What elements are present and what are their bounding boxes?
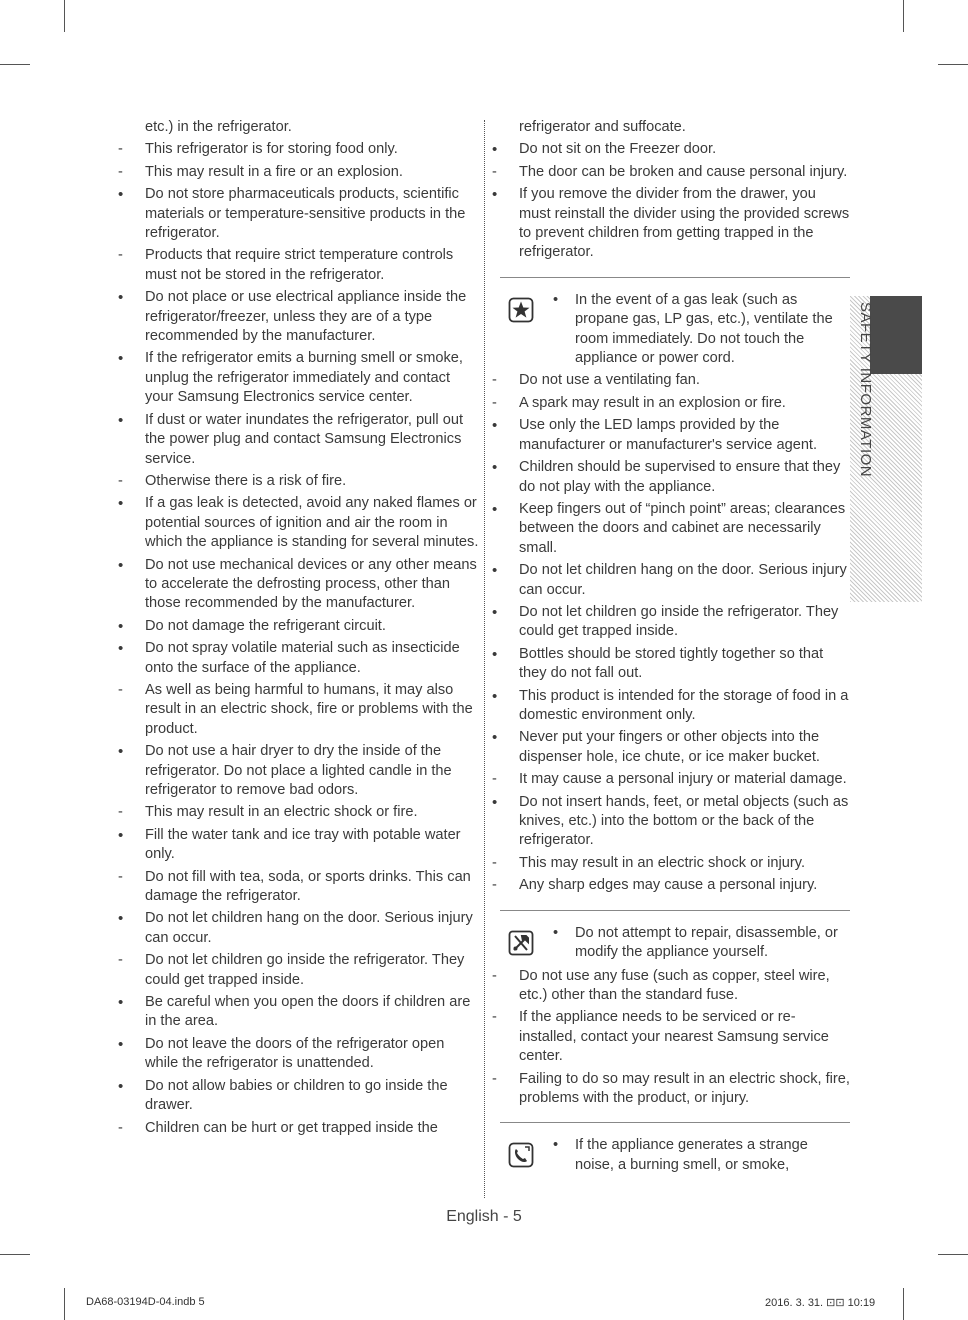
list-item-text: A spark may result in an explosion or fire. bbox=[519, 394, 786, 411]
list-item bbox=[118, 1077, 480, 1116]
bullet-marker: • bbox=[492, 186, 498, 204]
list-item bbox=[492, 458, 850, 497]
list-item-text: Do not place or use electrical appliance inside the refrigerator/freezer, unless they are of a type recommended by the manufacturer. bbox=[145, 289, 467, 345]
list-item-text: Children can be hurt or get trapped inside the bbox=[145, 1119, 438, 1136]
crop-mark bbox=[903, 1288, 904, 1320]
list-item bbox=[118, 868, 480, 907]
list-item bbox=[118, 681, 480, 739]
list-item-text: Do not insert hands, feet, or metal objects (such as knives, etc.) into the bottom or the back of the refrigerator. bbox=[519, 793, 849, 849]
list-item-text: This may result in a fire or an explosion. bbox=[145, 163, 403, 180]
dash-marker: - bbox=[118, 868, 123, 885]
page-number: English - 5 bbox=[446, 1208, 522, 1225]
dash-marker: - bbox=[118, 952, 123, 969]
list-item bbox=[492, 394, 850, 413]
list-item-text: The door can be broken and cause personal injury. bbox=[519, 163, 848, 180]
phone-contact-icon bbox=[508, 1142, 534, 1168]
dash-marker: - bbox=[118, 247, 123, 264]
bullet-marker: • bbox=[492, 793, 498, 811]
list-item-text: This may result in an electric shock or injury. bbox=[519, 854, 806, 871]
list-item bbox=[118, 826, 480, 865]
list-item bbox=[492, 793, 850, 851]
left-column bbox=[118, 118, 480, 1141]
list-item bbox=[118, 411, 480, 469]
list-item bbox=[118, 118, 480, 137]
list-item bbox=[492, 1070, 850, 1109]
star-warning-icon bbox=[508, 297, 534, 323]
bullet-marker: • bbox=[118, 495, 124, 513]
dash-marker: - bbox=[118, 163, 123, 180]
list-item-text: Children should be supervised to ensure that they do not play with the appliance. bbox=[519, 459, 841, 495]
noise-lead-text: If the appliance generates a strange noise, a burning smell, or smoke, bbox=[575, 1137, 808, 1173]
list-item-text: If the appliance needs to be serviced or re-installed, contact your nearest Samsung service center. bbox=[519, 1009, 829, 1065]
side-tab-label: SAFETY INFORMATION bbox=[857, 302, 874, 478]
bullet-marker: • bbox=[492, 500, 498, 518]
dash-marker: - bbox=[118, 472, 123, 489]
list-item bbox=[118, 185, 480, 243]
list-item-text: Do not damage the refrigerant circuit. bbox=[145, 617, 386, 634]
bullet-marker: • bbox=[118, 640, 124, 658]
dash-marker: - bbox=[492, 854, 497, 871]
bullet-marker: • bbox=[118, 289, 124, 307]
list-item bbox=[492, 1008, 850, 1066]
bullet-marker: • bbox=[118, 826, 124, 844]
noise-lead bbox=[492, 1136, 850, 1176]
bullet-marker: • bbox=[492, 141, 498, 159]
list-item-text: Bottles should be stored tightly together so that they do not fall out. bbox=[519, 645, 824, 682]
section-rule bbox=[500, 910, 850, 911]
list-item bbox=[118, 494, 480, 552]
bullet-marker: • bbox=[492, 459, 498, 477]
list-item bbox=[492, 500, 850, 558]
dash-marker: - bbox=[492, 372, 497, 389]
list-item bbox=[492, 728, 850, 767]
list-item-text: Do not spray volatile material such as insecticide onto the surface of the appliance. bbox=[145, 640, 460, 676]
list-item bbox=[118, 909, 480, 948]
crop-mark bbox=[64, 0, 65, 32]
list-item bbox=[118, 288, 480, 346]
list-item-text: Use only the LED lamps provided by the manufacturer or manufacturer's service agent. bbox=[519, 417, 818, 453]
list-item-text: Do not let children hang on the door. Serious injury can occur. bbox=[145, 910, 473, 946]
dash-marker: - bbox=[118, 804, 123, 821]
list-item-text: Never put your fingers or other objects into the dispenser hole, ice chute, or ice maker bucket. bbox=[519, 729, 820, 765]
footer-file: DA68-03194D-04.indb 5 bbox=[86, 1296, 205, 1308]
list-item bbox=[118, 993, 480, 1032]
dash-marker: - bbox=[118, 681, 123, 698]
dash-marker: - bbox=[492, 163, 497, 180]
no-disassembly-icon bbox=[508, 930, 534, 956]
list-item-text: Do not use a ventilating fan. bbox=[519, 372, 700, 389]
list-item-text: etc.) in the refrigerator. bbox=[145, 119, 292, 135]
repair-lead bbox=[492, 924, 850, 964]
list-item-text: If you remove the divider from the drawer, you must reinstall the divider using the provided screws to prevent children from getting trapped in the refrigerator. bbox=[519, 186, 850, 261]
bullet-marker: • bbox=[492, 645, 498, 663]
footer-date: 2016. 3. 31. ⊡⊡ 10:19 bbox=[765, 1297, 876, 1309]
list-item bbox=[492, 416, 850, 455]
list-item bbox=[492, 371, 850, 390]
list-item-text: Do not store pharmaceuticals products, scientific materials or temperature-sensitive products in the refrigerator. bbox=[145, 186, 466, 242]
list-item bbox=[492, 163, 850, 182]
list-item bbox=[118, 472, 480, 491]
list-item bbox=[118, 742, 480, 800]
list-item bbox=[118, 140, 480, 159]
bullet-marker: • bbox=[118, 910, 124, 928]
dash-marker: - bbox=[492, 877, 497, 894]
list-item-text: refrigerator and suffocate. bbox=[519, 119, 686, 135]
right-column bbox=[492, 118, 850, 1179]
side-tab bbox=[850, 296, 922, 602]
dash-marker: - bbox=[492, 1070, 497, 1087]
list-item bbox=[118, 617, 480, 636]
list-item-text: Keep fingers out of “pinch point” areas; clearances between the doors and cabinet are necessarily small. bbox=[519, 500, 846, 556]
bullet-marker: • bbox=[118, 186, 124, 204]
list-item bbox=[118, 1119, 480, 1138]
list-item-text: Fill the water tank and ice tray with potable water only. bbox=[145, 826, 461, 863]
list-item-text: Do not use any fuse (such as copper, steel wire, etc.) other than the standard fuse. bbox=[519, 967, 830, 1004]
list-item-text: Do not sit on the Freezer door. bbox=[519, 141, 717, 158]
list-item-text: Do not let children go inside the refrigerator. They could get trapped inside. bbox=[145, 952, 465, 988]
bullet-marker: • bbox=[118, 994, 124, 1012]
list-item bbox=[492, 645, 850, 684]
list-item bbox=[492, 967, 850, 1006]
section-rule bbox=[500, 1122, 850, 1123]
list-item-text: Do not fill with tea, soda, or sports drinks. This can damage the refrigerator. bbox=[145, 868, 471, 905]
dash-marker: - bbox=[118, 1119, 123, 1136]
dash-marker: - bbox=[492, 394, 497, 411]
list-item-text: Do not let children hang on the door. Serious injury can occur. bbox=[519, 562, 847, 598]
column-divider bbox=[484, 120, 485, 1198]
gas-leak-lead-text: In the event of a gas leak (such as propane gas, LP gas, etc.), ventilate the room immediately. Do not touch the appliance or power cord. bbox=[575, 291, 833, 367]
list-item bbox=[118, 1035, 480, 1074]
list-item bbox=[492, 687, 850, 726]
bullet-marker: • bbox=[492, 417, 498, 435]
bullet-marker: • bbox=[118, 743, 124, 761]
list-item-text: Be careful when you open the doors if children are in the area. bbox=[145, 994, 471, 1030]
list-item-text: This refrigerator is for storing food only. bbox=[145, 141, 398, 158]
crop-mark bbox=[0, 64, 30, 65]
list-item bbox=[492, 603, 850, 642]
list-item bbox=[118, 951, 480, 990]
list-item bbox=[118, 163, 480, 182]
list-item bbox=[492, 561, 850, 600]
repair-lead-text: Do not attempt to repair, disassemble, or modify the appliance yourself. bbox=[575, 924, 838, 961]
crop-mark bbox=[0, 1254, 30, 1255]
list-item bbox=[492, 854, 850, 873]
bullet-marker: • bbox=[553, 1137, 559, 1154]
list-item-text: Do not use a hair dryer to dry the inside of the refrigerator. Do not place a lighted candle in the refrigerator to remove bad odors. bbox=[145, 743, 452, 798]
list-item-text: As well as being harmful to humans, it may also result in an electric shock, fire or problems with the product. bbox=[145, 681, 473, 737]
list-item bbox=[492, 185, 850, 263]
list-item-text: Any sharp edges may cause a personal injury. bbox=[519, 877, 818, 894]
bullet-marker: • bbox=[118, 350, 124, 368]
list-item bbox=[118, 349, 480, 407]
list-item-text: Products that require strict temperature controls must not be stored in the refrigerator. bbox=[145, 247, 454, 283]
right-top-list bbox=[492, 118, 850, 263]
list-item-text: If the refrigerator emits a burning smell or smoke, unplug the refrigerator immediately and contact your Samsung Electronics service center. bbox=[145, 350, 463, 406]
list-item-text: If a gas leak is detected, avoid any naked flames or potential sources of ignition and air the room in which the appliance is standing for several minutes. bbox=[145, 495, 479, 551]
bullet-marker: • bbox=[118, 1035, 124, 1053]
bullet-marker: • bbox=[492, 729, 498, 747]
bullet-marker: • bbox=[118, 1077, 124, 1095]
repair-list bbox=[492, 967, 850, 1109]
crop-mark bbox=[938, 1254, 968, 1255]
side-tab-dark-block bbox=[870, 296, 922, 374]
list-item bbox=[118, 246, 480, 285]
bullet-marker: • bbox=[553, 924, 559, 941]
list-item bbox=[118, 556, 480, 614]
list-item bbox=[118, 639, 480, 678]
list-item-text: Do not use mechanical devices or any other means to accelerate the defrosting process, other than those recommended by the manufacturer. bbox=[145, 556, 477, 612]
bullet-marker: • bbox=[118, 556, 124, 574]
list-item-text: Failing to do so may result in an electric shock, fire, problems with the product, or injury. bbox=[519, 1070, 850, 1107]
dash-marker: - bbox=[492, 771, 497, 788]
list-item bbox=[492, 876, 850, 895]
list-item bbox=[492, 770, 850, 789]
bullet-marker: • bbox=[492, 562, 498, 580]
list-item-text: If dust or water inundates the refrigerator, pull out the power plug and contact Samsung Electronics service. bbox=[145, 411, 463, 467]
list-item bbox=[118, 803, 480, 822]
section-rule bbox=[500, 277, 850, 278]
bullet-marker: • bbox=[553, 291, 559, 308]
crop-mark bbox=[903, 0, 904, 32]
crop-mark bbox=[64, 1288, 65, 1320]
crop-mark bbox=[938, 64, 968, 65]
list-item-text: Otherwise there is a risk of fire. bbox=[145, 472, 347, 489]
bullet-marker: • bbox=[118, 617, 124, 635]
list-item bbox=[492, 140, 850, 159]
bullet-marker: • bbox=[118, 411, 124, 429]
list-item-text: This may result in an electric shock or fire. bbox=[145, 804, 418, 821]
bullet-marker: • bbox=[492, 687, 498, 705]
list-item-text: This product is intended for the storage of food in a domestic environment only. bbox=[519, 687, 849, 723]
list-item-text: It may cause a personal injury or material damage. bbox=[519, 771, 847, 788]
gas-leak-list bbox=[492, 371, 850, 895]
dash-marker: - bbox=[492, 1009, 497, 1026]
gas-leak-lead bbox=[492, 291, 850, 369]
dash-marker: - bbox=[492, 967, 497, 984]
dash-marker: - bbox=[118, 141, 123, 158]
bullet-marker: • bbox=[492, 603, 498, 621]
list-item-text: Do not leave the doors of the refrigerator open while the refrigerator is unattended. bbox=[145, 1035, 445, 1072]
list-item-text: Do not let children go inside the refrigerator. They could get trapped inside. bbox=[519, 603, 839, 640]
list-item-text: Do not allow babies or children to go inside the drawer. bbox=[145, 1077, 448, 1114]
list-item bbox=[492, 118, 850, 137]
